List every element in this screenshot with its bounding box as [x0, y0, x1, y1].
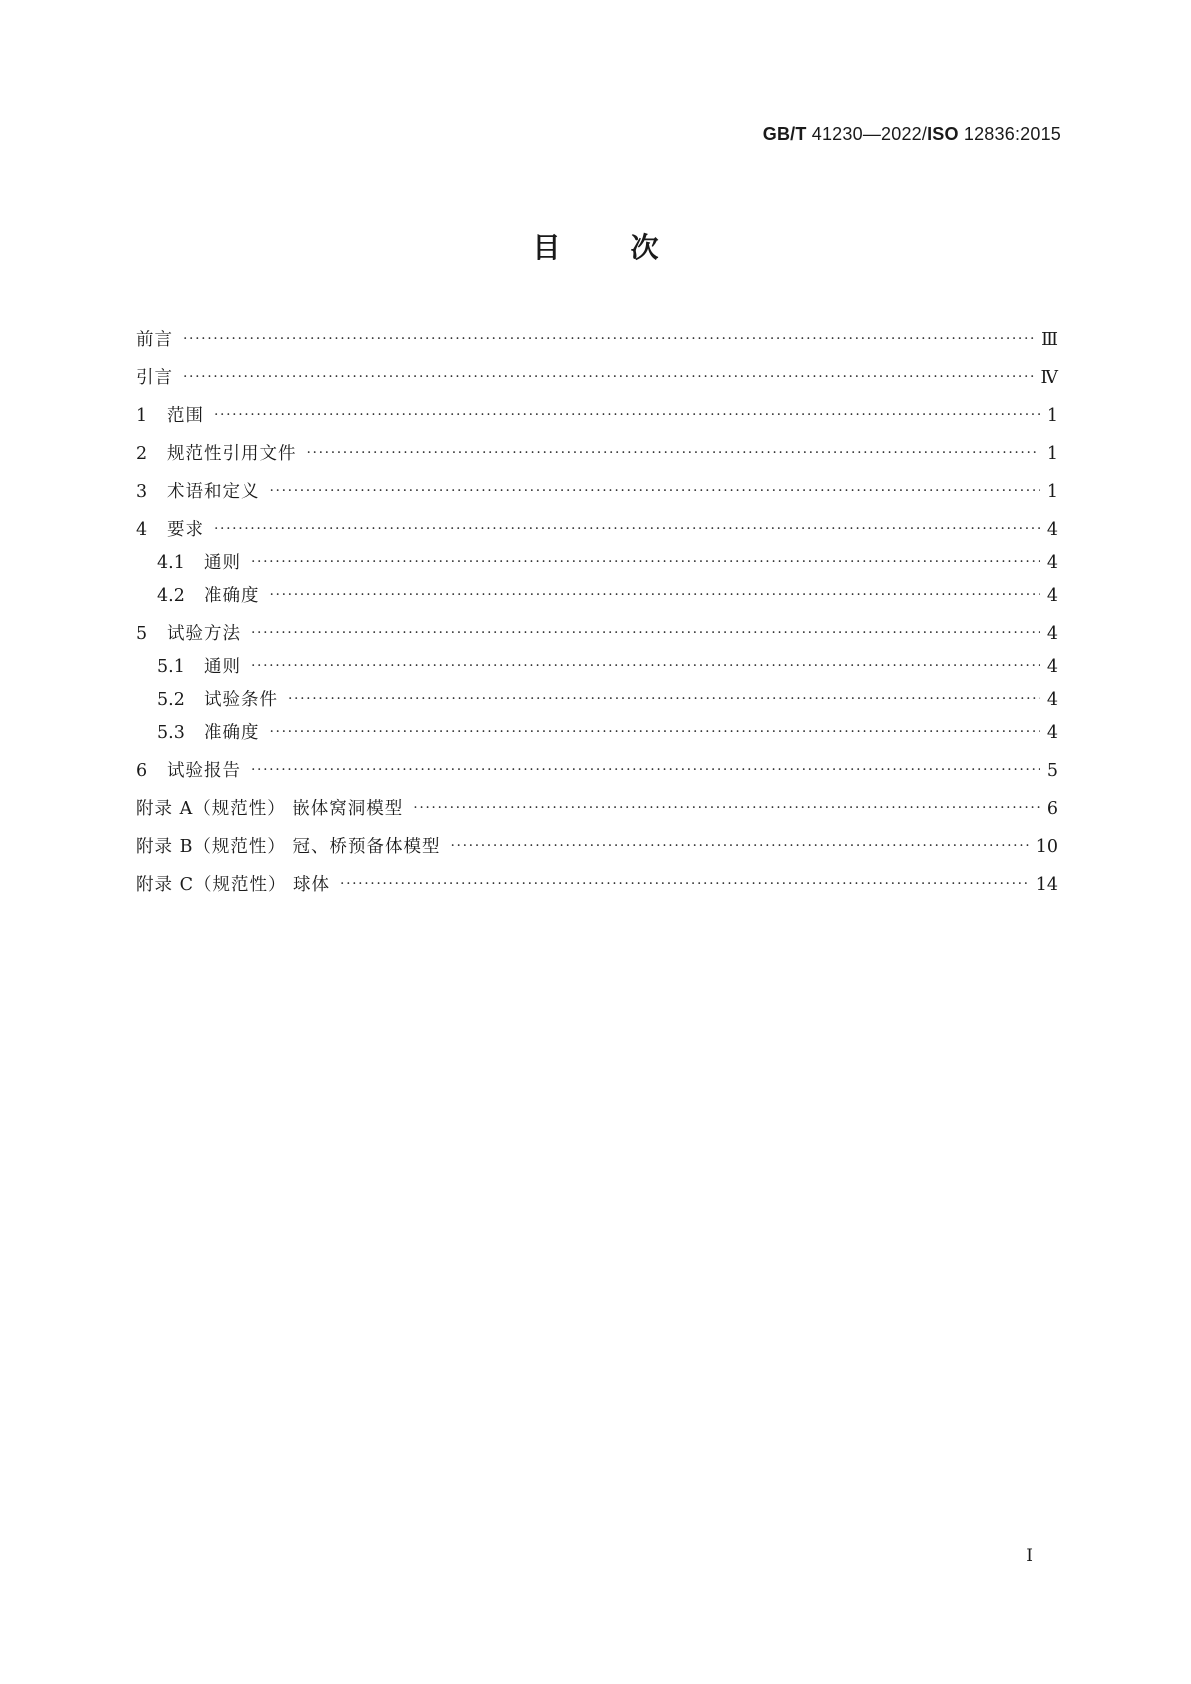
- toc-entry-number: 5.2: [157, 690, 185, 710]
- standard-prefix: GB/T: [762, 124, 807, 144]
- standard-header: [763, 124, 1061, 145]
- leader-dots: [251, 550, 1040, 574]
- leader-dots: [214, 403, 1040, 427]
- toc-subentry[interactable]: [136, 688, 1058, 713]
- toc-entry-label: 要求: [167, 520, 204, 540]
- toc-entry[interactable]: [136, 622, 1058, 647]
- toc-entry-page: 1: [1046, 406, 1058, 426]
- toc-entry-label: 前言: [136, 330, 173, 350]
- toc-entry-number: 3: [136, 482, 148, 502]
- toc-entry-label: 引言: [136, 368, 173, 388]
- toc-entry[interactable]: [136, 328, 1058, 353]
- toc-entry-number: 5: [136, 624, 148, 644]
- toc-entry-page: 4: [1046, 520, 1058, 540]
- toc-entry[interactable]: [136, 797, 1058, 822]
- toc-entry[interactable]: [136, 518, 1058, 543]
- toc-entry-page: Ⅲ: [1041, 330, 1058, 350]
- leader-dots: [251, 654, 1040, 678]
- leader-dots: [214, 517, 1040, 541]
- toc-entry-page: 4: [1046, 586, 1058, 606]
- toc-entry-label: 规范性引用文件: [167, 444, 297, 464]
- toc-entry-number: 4: [136, 520, 148, 540]
- toc-entry-number: 4.1: [157, 553, 185, 573]
- toc-entry-page: 4: [1046, 690, 1058, 710]
- toc-entry-label: 通则: [204, 553, 241, 573]
- toc-entry-label: 准确度: [204, 586, 260, 606]
- toc-entry-page: 1: [1046, 482, 1058, 502]
- toc-entry-label: 通则: [204, 657, 241, 677]
- leader-dots: [251, 758, 1040, 782]
- toc-entry[interactable]: [136, 480, 1058, 505]
- toc-entry-label: 试验报告: [167, 761, 241, 781]
- leader-dots: [413, 796, 1040, 820]
- toc-subentry[interactable]: [136, 551, 1058, 576]
- leader-dots: [270, 583, 1041, 607]
- iso-number: 12836:2015: [963, 124, 1061, 144]
- table-of-contents: [136, 328, 1058, 898]
- toc-entry-page: 14: [1035, 875, 1058, 895]
- toc-entry[interactable]: [136, 404, 1058, 429]
- leader-dots: [307, 441, 1041, 465]
- toc-entry[interactable]: [136, 442, 1058, 467]
- toc-entry-label: 试验方法: [167, 624, 241, 644]
- toc-entry-label: 准确度: [204, 723, 260, 743]
- page-number: I: [1026, 1546, 1033, 1566]
- leader-dots: [270, 720, 1041, 744]
- toc-entry-number: 1: [136, 406, 148, 426]
- toc-title: 目次: [532, 231, 729, 264]
- leader-dots: [183, 327, 1035, 351]
- toc-entry-label: 试验条件: [204, 690, 278, 710]
- toc-entry[interactable]: [136, 759, 1058, 784]
- toc-entry[interactable]: [136, 835, 1058, 860]
- leader-dots: [451, 834, 1030, 858]
- leader-dots: [270, 479, 1041, 503]
- toc-entry-page: Ⅳ: [1040, 368, 1058, 388]
- leader-dots: [183, 365, 1035, 389]
- toc-entry-label: 附录 A（规范性） 嵌体窝洞模型: [136, 799, 404, 819]
- toc-subentry[interactable]: [136, 655, 1058, 680]
- toc-entry-page: 4: [1046, 723, 1058, 743]
- toc-entry-number: 6: [136, 761, 148, 781]
- toc-subentry[interactable]: [136, 721, 1058, 746]
- toc-subentry[interactable]: [136, 584, 1058, 609]
- toc-entry-label: 术语和定义: [167, 482, 260, 502]
- toc-entry-number: 4.2: [157, 586, 185, 606]
- toc-entry[interactable]: [136, 873, 1058, 898]
- toc-entry-number: 2: [136, 444, 148, 464]
- toc-entry-label: 范围: [167, 406, 204, 426]
- toc-entry-page: 4: [1046, 624, 1058, 644]
- toc-entry-page: 4: [1046, 553, 1058, 573]
- toc-entry-page: 1: [1046, 444, 1058, 464]
- toc-entry-page: 6: [1046, 799, 1058, 819]
- leader-dots: [340, 872, 1030, 896]
- toc-entry-page: 4: [1046, 657, 1058, 677]
- standard-number: 41230—2022/: [811, 124, 928, 144]
- toc-entry-number: 5.3: [157, 723, 185, 743]
- toc-entry[interactable]: [136, 366, 1058, 391]
- toc-entry-label: 附录 B（规范性） 冠、桥预备体模型: [136, 837, 441, 857]
- toc-entry-page: 5: [1046, 761, 1058, 781]
- toc-entry-page: 10: [1035, 837, 1058, 857]
- toc-entry-number: 5.1: [157, 657, 185, 677]
- toc-entry-label: 附录 C（规范性） 球体: [136, 875, 331, 895]
- iso-prefix: ISO: [927, 124, 959, 144]
- leader-dots: [288, 687, 1040, 711]
- leader-dots: [251, 621, 1040, 645]
